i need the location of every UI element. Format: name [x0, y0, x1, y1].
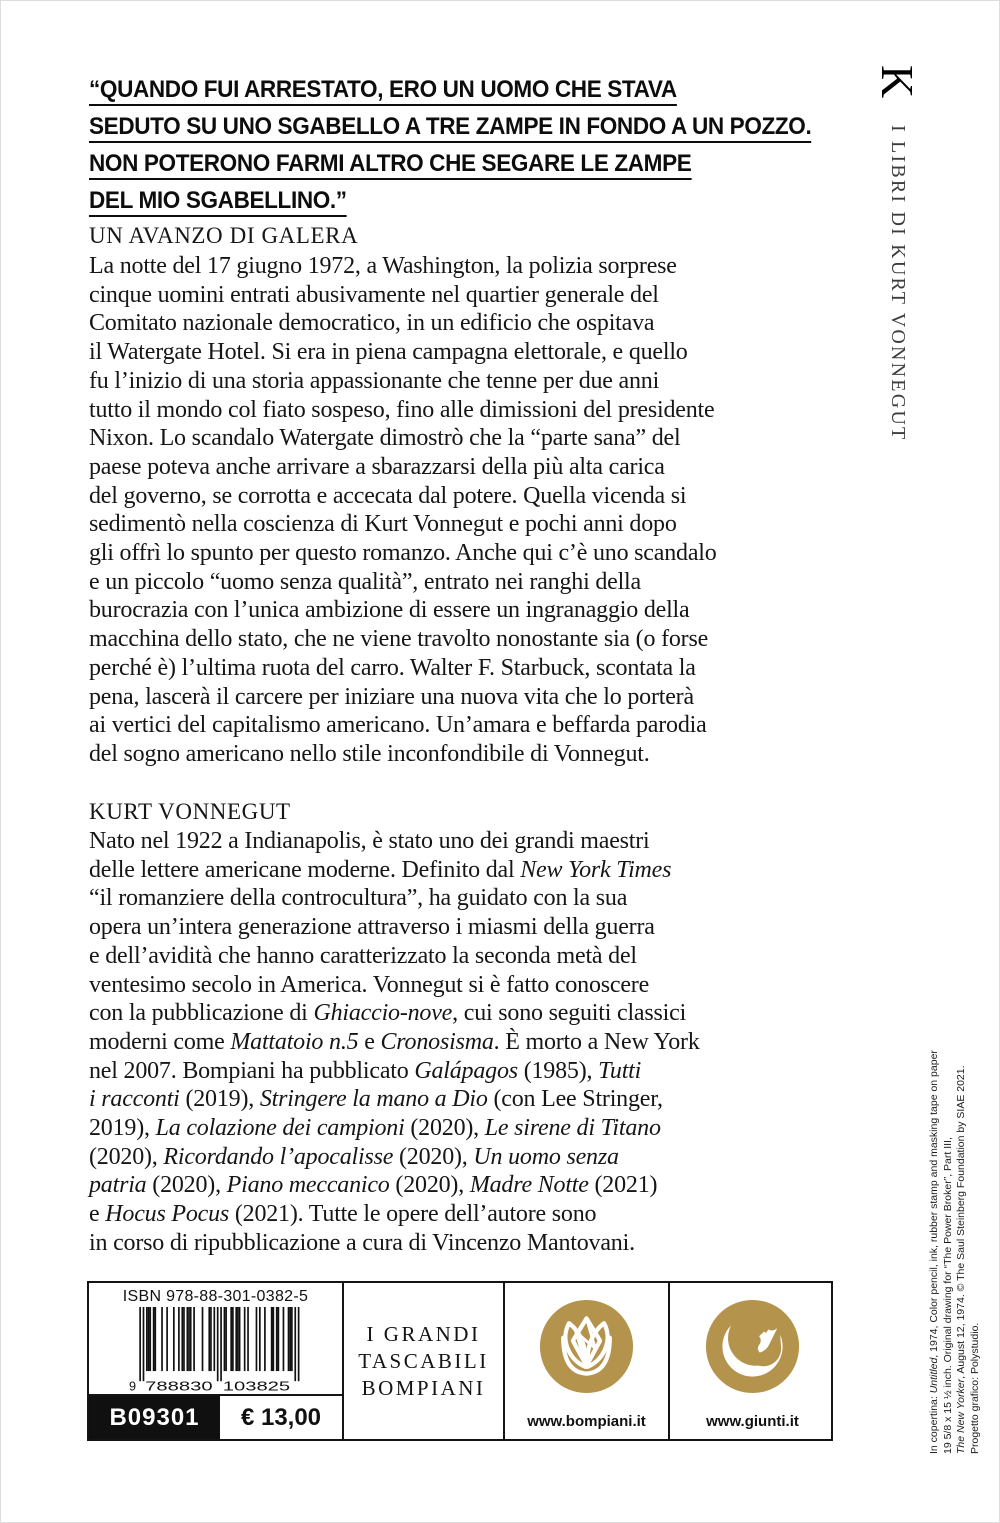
edition-code-badge: B09301	[89, 1396, 220, 1439]
giunti-g-icon	[704, 1298, 801, 1395]
author-heading: KURT VONNEGUT	[89, 799, 291, 824]
bompiani-flower-icon	[538, 1298, 635, 1395]
svg-text:788830: 788830	[144, 1379, 213, 1393]
price-label: € 13,00	[240, 1403, 322, 1431]
svg-text:9: 9	[128, 1379, 136, 1393]
pull-quote: “QUANDO FUI ARRESTATO, ERO UN UOMO CHE STAVA SEDUTO SU UNO SGABELLO A TRE ZAMPE IN FONDO A UN POZZO. NON POTERONO FARMI ALTRO CHE SEGARE LE ZAMPE DEL MIO SGABELLINO.”	[89, 71, 816, 219]
barcode-area	[89, 1283, 342, 1396]
bompiani-url: www.bompiani.it	[527, 1413, 646, 1430]
cover-credits-text: In copertina: Untitled, 1974, Color pencil, ink, rubber stamp and masking tape on paper 19 5/8 x 15 ½ inch. Original drawing for “The Power Broker”, Part III, The New Yorker, August 12, 1974. © The Saul Steinberg Foundation by SIAE 2021. Progetto grafico: Polystudio.	[928, 1050, 981, 1454]
giunti-url: www.giunti.it	[706, 1413, 799, 1430]
synopsis-text: La notte del 17 giugno 1972, a Washington, la polizia sorprese cinque uomini entrati abusivamente nel quartier generale del Comitato nazionale democratico, in un edificio che ospitava il Watergate Hotel. Si era in piena campagna elettorale, e quello fu l’inizio di una storia appassionante che tenne per due anni tutto il mondo col fiato sospeso, fino alle dimissioni del presidente Nixon. Lo scandalo Watergate dimostrò che la “parte sana” del paese poteva anche arrivare a sbarazzarsi della più alta carica del governo, se corrotta e accecata dal potere. Quella vicenda si sedimentò nella coscienza di Kurt Vonnegut e pochi anni dopo gli offrì lo spunto per questo romanzo. Anche qui c’è uno scandalo e un piccolo “uomo senza qualità”, entrato nei ranghi della burocrazia con l’unica ambizione di essere un ingranaggio della macchina dello stato, che ne viene travolto nonostante sia (o forse perché è) l’ultima ruota del carro. Walter F. Starbuck, scontata la pena, lascerà il carcere per iniziare una nuova vita che lo porterà ai vertici del capitalismo americano. Un’amara e beffarda parodia del sogno americano nello stile inconfondibile di Vonnegut.	[89, 253, 717, 767]
isbn-cell	[89, 1283, 342, 1439]
spine-column	[871, 65, 924, 442]
svg-text:103825: 103825	[222, 1379, 290, 1393]
vonnegut-k-logo: K	[872, 65, 923, 99]
author-bio-text: Nato nel 1922 a Indianapolis, è stato uno dei grandi maestri delle lettere americane moderne. Definito dal New York Times “il romanziere della controcultura”, ha guidato con la sua opera un’intera generazione attraverso i miasmi della guerra e dell’avidità che hanno caratterizzato la seconda metà del ventesimo secolo in America. Vonnegut si è fatto conoscere con la pubblicazione di Ghiaccio-nove, cui sono seguiti classici moderni come Mattatoio n.5 e Cronosisma. È morto a New York nel 2007. Bompiani ha pubblicato Galápagos (1985), Tutti i racconti (2019), Stringere la mano a Dio (con Lee Stringer, 2019), La colazione dei campioni (2020), Le sirene di Titano (2020), Ricordando l’apocalisse (2020), Un uomo senza patria (2020), Piano meccanico (2020), Madre Notte (2021) e Hocus Pocus (2021). Tutte le opere dell’autore sono in corso di ripubblicazione a cura di Vincenzo Mantovani.	[89, 828, 700, 1256]
synopsis-heading: UN AVANZO DI GALERA	[89, 223, 359, 248]
cover-credits	[928, 1006, 986, 1454]
series-label: I GRANDI TASCABILI BOMPIANI	[342, 1283, 503, 1439]
bompiani-cell	[503, 1283, 668, 1439]
ean-barcode-image	[103, 1307, 329, 1393]
code-price-row	[89, 1396, 342, 1439]
series-vertical-label: I LIBRI DI KURT VONNEGUT	[887, 125, 909, 442]
isbn-label: ISBN 978-88-301-0382-5	[122, 1288, 309, 1305]
publisher-footer	[87, 1281, 833, 1441]
giunti-cell	[668, 1283, 835, 1439]
